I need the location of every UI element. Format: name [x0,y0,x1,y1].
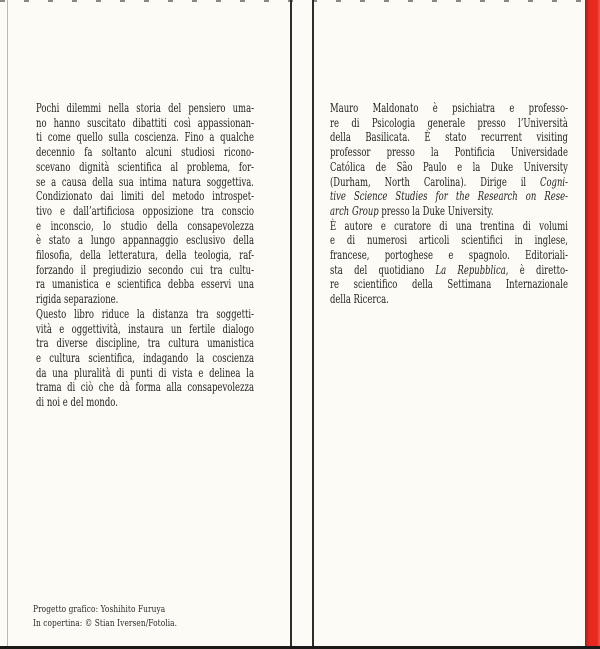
text-segment: se a causa della sua intima natura soggettiva. [36,173,254,189]
right-flap-text [330,101,568,307]
text-line [36,101,254,116]
fold-line-left [290,0,292,649]
text-segment: ti come quello sulla coscienza. Fino a qualche [36,129,254,145]
text-segment: re di Psicologia generale presso l’Università [330,114,568,130]
italic-text-segment: arch Group [330,202,379,218]
italic-text-segment: La Repubblica [435,261,506,277]
text-segment: no hanno suscitato dibattiti così appassionan- [36,114,254,130]
text-segment: filosofia, della letteratura, della teologia, raf- [36,247,254,263]
text-segment: francese, portoghese e spagnolo. Editoriali- [330,247,568,263]
text-segment: e inconscio, lo studio della consapevolezza [36,217,254,233]
italic-text-segment: Cogni- [539,173,568,189]
text-line [330,130,568,145]
text-line [36,351,254,366]
text-line [36,160,254,175]
fold-line-right [312,0,314,649]
text-line [330,277,568,292]
text-segment: Mauro Maldonato è psichiatra e professo- [330,100,568,115]
text-line [36,307,254,322]
text-line [36,233,254,248]
text-line [330,248,568,263]
text-line [36,204,254,219]
text-segment: Pochi dilemmi nella storia del pensiero uma- [36,100,254,115]
text-line [36,380,254,395]
text-line [36,145,254,160]
text-segment: , è diretto- [505,261,568,277]
text-segment: (Durham, North Carolina). Dirige il [330,173,540,189]
text-segment: della Ricerca. [330,291,389,307]
text-segment: da una pluralità di punti di vista e delinea la [36,364,254,380]
text-line [330,263,568,278]
italic-text-segment: tive Science Studies for the Research on Rese- [330,188,568,204]
text-segment: forzando il pregiudizio secondo cui tra cultu- [36,261,254,277]
text-line [36,116,254,131]
text-line [36,292,254,307]
text-segment: Católica de São Paulo e la Duke University [330,158,568,174]
red-spine-stripe [585,0,600,649]
text-segment: e di numerosi articoli scientifici in inglese, [330,232,568,248]
text-line [36,395,254,410]
text-line [36,130,254,145]
text-segment: vità e oggettività, instaura un fertile dialogo [36,320,254,336]
text-line [36,322,254,337]
text-segment: è stato a lungo appannaggio esclusivo della [36,232,254,248]
text-segment: ra umanistica e scientifica debba esservi una [36,276,254,292]
credit-line-design: Progetto grafico: Yoshihito Furuya [33,604,166,615]
text-segment: della Basilicata. È stato recurrent visiting [330,129,568,145]
text-line [36,219,254,234]
text-line [36,263,254,278]
text-line [330,145,568,160]
text-segment: scevano dignità scientifica al problema, for- [36,158,254,174]
text-segment: trama di ciò che dà forma alla consapevolezza [36,379,254,395]
text-segment: e cultura scientifica, indagando la coscienza [36,349,254,365]
scan-top-edge-artifact [0,0,584,2]
text-segment: sta del quotidiano [330,261,436,277]
text-line [330,160,568,175]
credits [33,603,267,630]
text-line [36,248,254,263]
text-line [330,101,568,116]
text-line [36,277,254,292]
text-segment: re scientifico della Settimana Internazionale [330,276,568,292]
text-line [330,292,568,307]
text-segment: professor presso la Pontificia Universidade [330,144,568,160]
text-line [330,233,568,248]
text-segment: Condizionato dai limiti del metodo introspet- [36,188,254,204]
text-segment: È autore e curatore di una trentina di volumi [330,217,568,233]
credit-line-cover: In copertina: © Stian Iversen/Fotolia. [33,617,178,629]
text-line [330,116,568,131]
text-segment: tivo e dall’artificiosa opposizione tra conscio [36,202,254,218]
text-segment: tra diverse discipline, tra cultura umanistica [36,335,254,351]
text-line [36,175,254,190]
text-line [330,189,568,204]
text-segment: Questo libro riduce la distanza tra soggetti- [36,305,254,321]
left-flap-text [36,101,254,410]
text-line [36,366,254,381]
text-line [36,336,254,351]
left-flap-edge-line [7,0,8,649]
text-segment: di noi e del mondo. [36,394,118,410]
text-segment: presso la Duke University. [378,202,494,218]
text-segment: decennio fa soltanto alcuni studiosi ricono- [36,144,254,160]
text-line [330,219,568,234]
text-segment: rigida separazione. [36,291,119,307]
text-line [330,175,568,190]
text-line [36,189,254,204]
text-line [330,204,568,219]
